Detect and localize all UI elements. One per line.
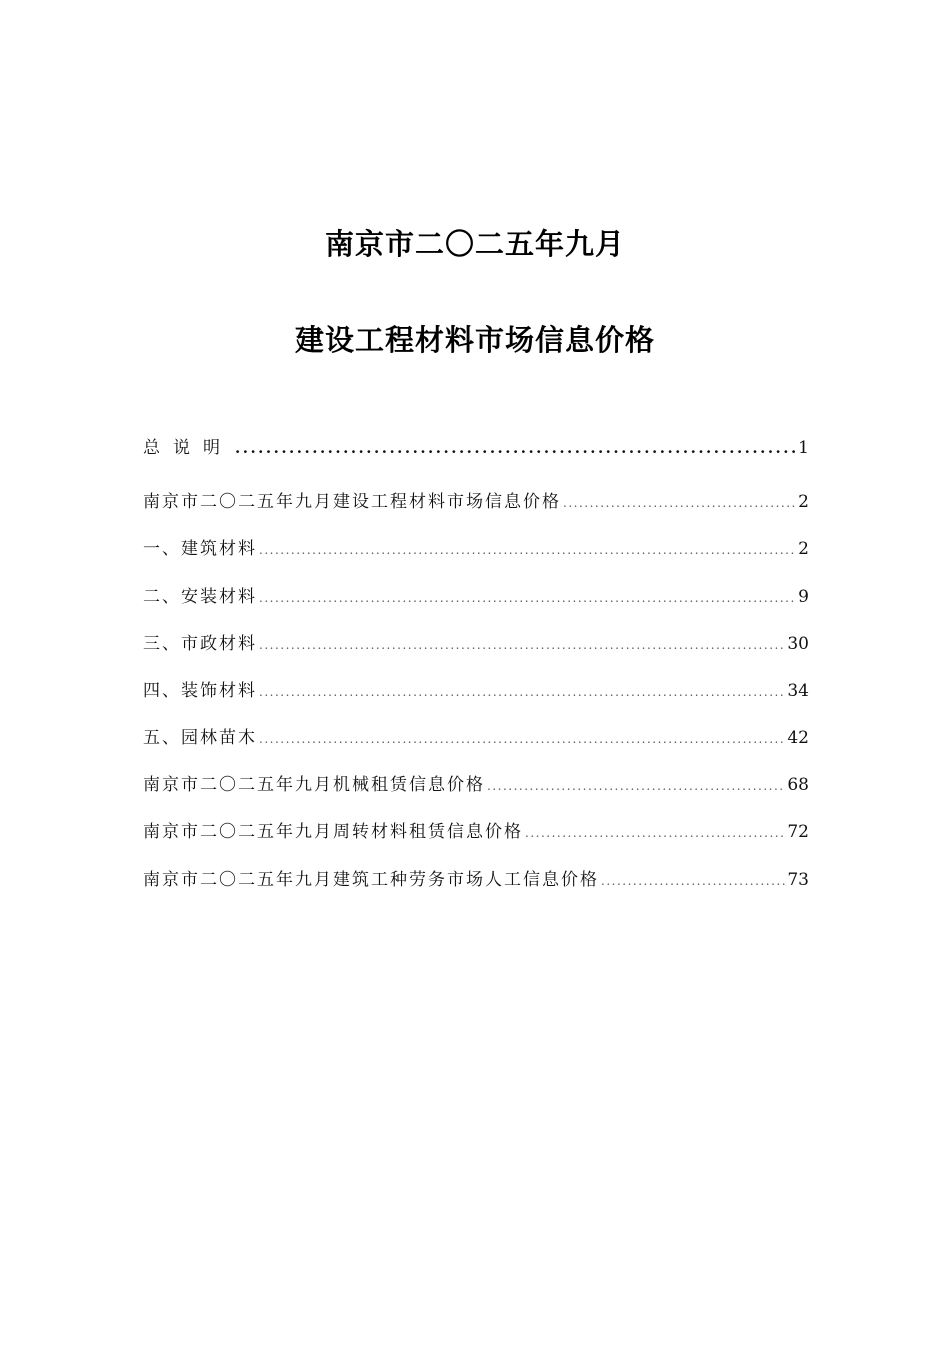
toc-entry-label: 三、市政材料 — [143, 634, 257, 654]
toc-entry-label: 南京市二〇二五年九月机械租赁信息价格 — [143, 775, 485, 795]
toc-dot-leader — [259, 539, 796, 561]
toc-entry-label: 一、建筑材料 — [143, 539, 257, 559]
toc-dot-leader — [259, 587, 796, 609]
toc-page-number: 30 — [787, 634, 809, 654]
toc-page-number: 2 — [798, 492, 809, 512]
toc-page-number: 2 — [798, 539, 809, 559]
toc-dot-leader — [563, 492, 796, 514]
toc-dot-leader — [601, 870, 785, 892]
toc-page-number: 9 — [798, 587, 809, 607]
toc-entry-building-materials[interactable] — [143, 538, 809, 561]
toc-dot-leader — [235, 437, 796, 459]
toc-entry-label: 南京市二〇二五年九月建筑工种劳务市场人工信息价格 — [143, 870, 599, 890]
toc-entry-municipal-materials[interactable] — [143, 633, 809, 656]
toc-dot-leader — [259, 634, 785, 656]
toc-page-number: 72 — [787, 822, 809, 842]
toc-entry-label: 二、安装材料 — [143, 587, 257, 607]
toc-dot-leader — [259, 728, 785, 750]
toc-page-number: 73 — [787, 870, 809, 890]
toc-entry-turnover-material-rental[interactable] — [143, 821, 809, 844]
toc-entry-label: 南京市二〇二五年九月周转材料租赁信息价格 — [143, 822, 523, 842]
toc-entry-labor-prices[interactable] — [143, 869, 809, 892]
document-title-line-1: 南京市二〇二五年九月 — [324, 227, 625, 261]
toc-entry-landscape-nursery[interactable] — [143, 727, 809, 750]
toc-page-number: 68 — [787, 775, 809, 795]
toc-entry-machinery-rental[interactable] — [143, 774, 809, 797]
toc-entry-installation-materials[interactable] — [143, 586, 809, 609]
toc-entry-label: 南京市二〇二五年九月建设工程材料市场信息价格 — [143, 492, 561, 512]
toc-page-number: 1 — [798, 438, 809, 458]
toc-entry-label: 总说明 — [143, 438, 233, 458]
toc-entry-general-notes[interactable] — [143, 437, 809, 459]
toc-dot-leader — [525, 822, 785, 844]
toc-page-number: 34 — [787, 681, 809, 701]
toc-page-number: 42 — [787, 728, 809, 748]
toc-entry-decoration-materials[interactable] — [143, 680, 809, 703]
toc-dot-leader — [487, 775, 785, 797]
toc-entry-label: 五、园林苗木 — [143, 728, 257, 748]
toc-dot-leader — [259, 681, 785, 703]
toc-entry-label: 四、装饰材料 — [143, 681, 257, 701]
document-title-line-2: 建设工程材料市场信息价格 — [294, 323, 655, 357]
toc-entry-material-prices[interactable] — [143, 491, 809, 514]
